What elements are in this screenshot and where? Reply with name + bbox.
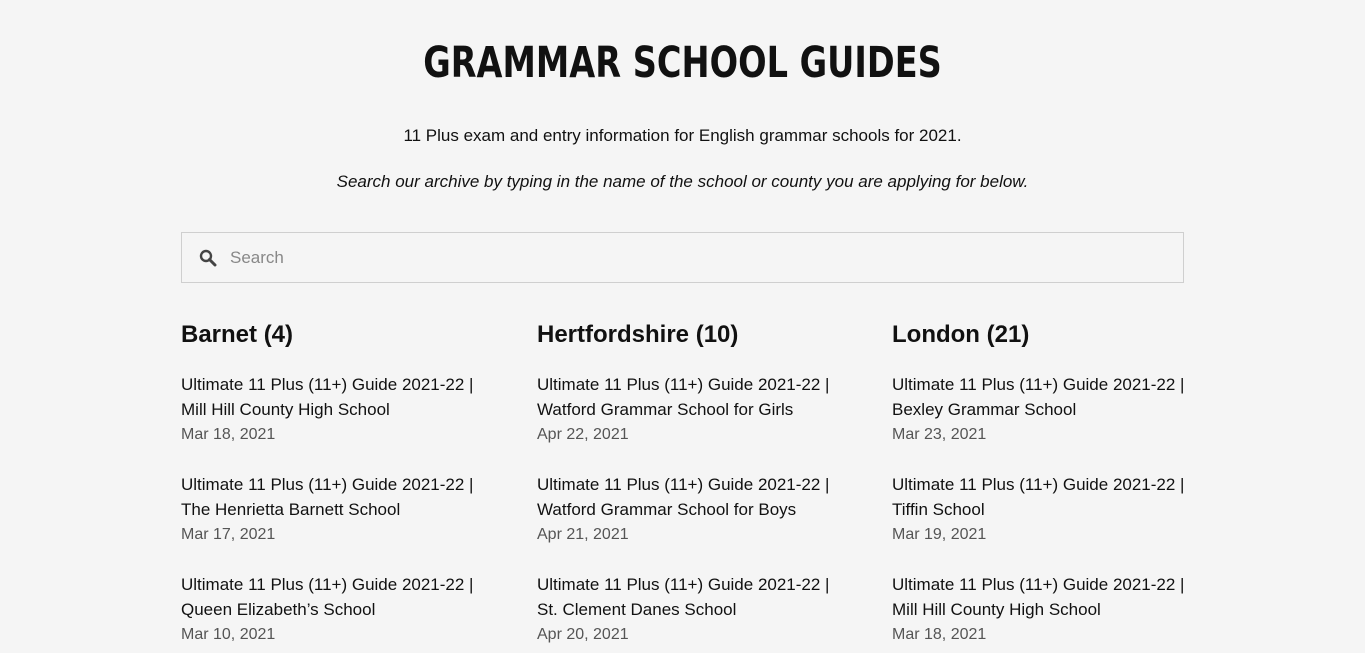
guide-link-line1: Ultimate 11 Plus (11+) Guide 2021-22 | [537, 575, 830, 594]
guide-link-line1: Ultimate 11 Plus (11+) Guide 2021-22 | [181, 575, 474, 594]
search-icon [198, 248, 218, 268]
list-item [892, 572, 1192, 647]
page-title: GRAMMAR SCHOOL GUIDES [423, 38, 942, 88]
county-title: London (21) [892, 321, 1030, 348]
guide-link-line1: Ultimate 11 Plus (11+) Guide 2021-22 | [892, 575, 1185, 594]
guide-link[interactable] [181, 472, 481, 522]
list-item [537, 572, 837, 647]
post-date: Mar 18, 2021 [892, 626, 987, 643]
county-column-hertfordshire [537, 318, 837, 653]
post-date: Mar 19, 2021 [892, 526, 987, 543]
guide-link[interactable] [537, 572, 837, 622]
guide-link-line1: Ultimate 11 Plus (11+) Guide 2021-22 | [537, 475, 830, 494]
county-column-barnet [181, 318, 481, 653]
post-date: Mar 17, 2021 [181, 526, 276, 543]
guide-link-line1: Ultimate 11 Plus (11+) Guide 2021-22 | [181, 375, 474, 394]
guide-link-line2: Bexley Grammar School [892, 400, 1077, 419]
guide-link[interactable] [892, 372, 1192, 422]
post-date: Apr 22, 2021 [537, 426, 629, 443]
search-hint: Search our archive by typing in the name of the school or county you are applying for below. [336, 172, 1029, 191]
county-title: Barnet (4) [181, 321, 294, 348]
guide-link[interactable] [537, 372, 837, 422]
guide-link[interactable] [537, 472, 837, 522]
guide-link-line1: Ultimate 11 Plus (11+) Guide 2021-22 | [537, 375, 830, 394]
guide-link-line1: Ultimate 11 Plus (11+) Guide 2021-22 | [892, 475, 1185, 494]
post-date: Mar 18, 2021 [181, 426, 276, 443]
guide-link-line2: Mill Hill County High School [181, 400, 390, 419]
post-date: Apr 20, 2021 [537, 626, 629, 643]
guide-link-line2: Watford Grammar School for Girls [537, 400, 794, 419]
guide-link-line2: Mill Hill County High School [892, 600, 1101, 619]
guide-link[interactable] [181, 572, 481, 622]
guide-link-line1: Ultimate 11 Plus (11+) Guide 2021-22 | [892, 375, 1185, 394]
guide-link-line2: Queen Elizabeth’s School [181, 600, 376, 619]
guide-link-line1: Ultimate 11 Plus (11+) Guide 2021-22 | [181, 475, 474, 494]
list-item [181, 572, 481, 647]
intro-text: 11 Plus exam and entry information for English grammar schools for 2021. [403, 126, 962, 145]
guide-link[interactable] [892, 472, 1192, 522]
search-input[interactable] [230, 243, 1130, 273]
guide-link-line2: Watford Grammar School for Boys [537, 500, 797, 519]
list-item [537, 372, 837, 447]
guide-link-line2: St. Clement Danes School [537, 600, 737, 619]
list-item [181, 472, 481, 547]
guide-link[interactable] [181, 372, 481, 422]
guide-link-line2: Tiffin School [892, 500, 985, 519]
search-box[interactable] [181, 232, 1184, 283]
post-date: Apr 21, 2021 [537, 526, 629, 543]
list-item [892, 372, 1192, 447]
guide-link[interactable] [892, 572, 1192, 622]
county-column-london [892, 318, 1192, 653]
post-date: Mar 10, 2021 [181, 626, 276, 643]
county-title: Hertfordshire (10) [537, 321, 739, 348]
list-item [537, 472, 837, 547]
guide-link-line2: The Henrietta Barnett School [181, 500, 401, 519]
post-date: Mar 23, 2021 [892, 426, 987, 443]
list-item [892, 472, 1192, 547]
list-item [181, 372, 481, 447]
